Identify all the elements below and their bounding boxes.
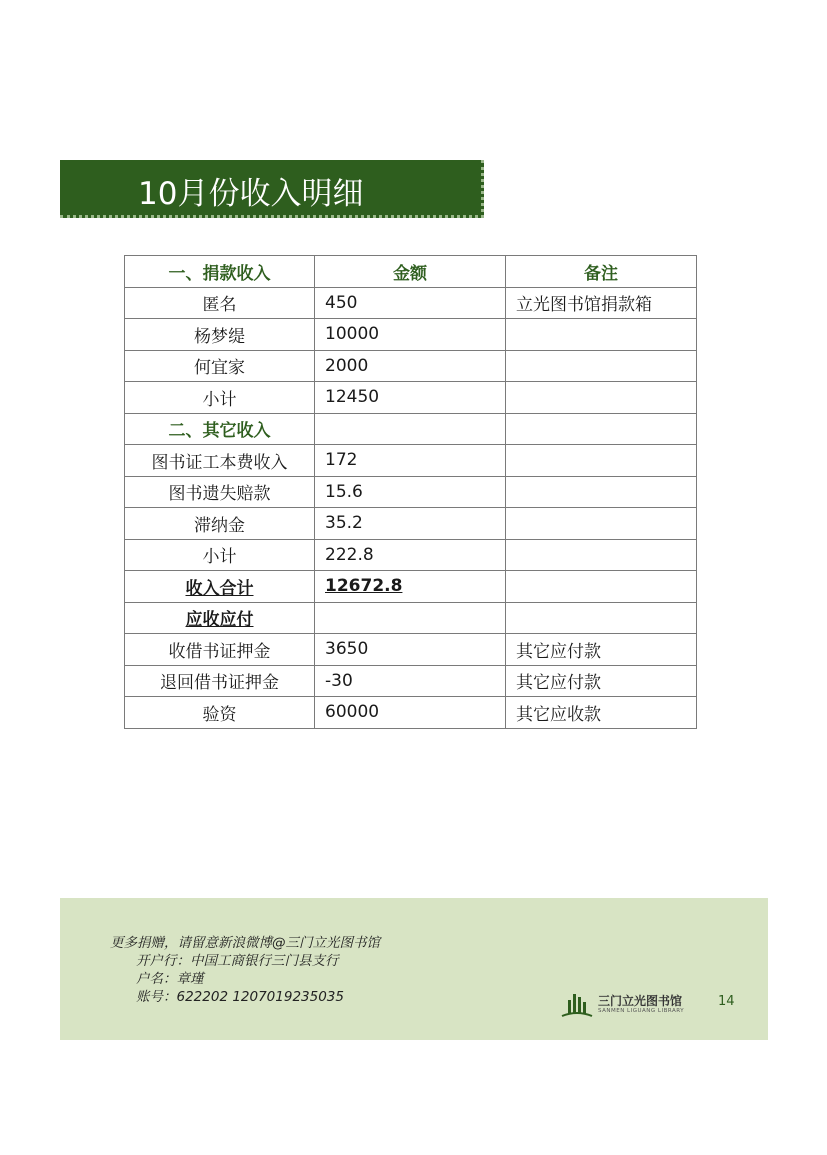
row-amount: -30 <box>315 665 506 697</box>
row-item-name: 图书遗失赔款 <box>125 476 315 508</box>
table-row <box>125 539 697 571</box>
header-donation-income: 一、捐款收入 <box>125 256 315 288</box>
table-row <box>125 665 697 697</box>
row-amount: 12672.8 <box>315 571 506 603</box>
footer-account-number: 账号：622202 1207019235035 <box>136 989 344 1005</box>
row-amount: 222.8 <box>315 539 506 571</box>
row-item-name: 匿名 <box>125 287 315 319</box>
row-note <box>506 602 697 634</box>
row-amount: 10000 <box>315 319 506 351</box>
row-note <box>506 539 697 571</box>
row-amount: 2000 <box>315 350 506 382</box>
row-note <box>506 350 697 382</box>
row-item-name: 二、其它收入 <box>125 413 315 445</box>
row-item-name: 应收应付 <box>125 602 315 634</box>
library-books-icon <box>560 990 594 1020</box>
row-item-name: 验资 <box>125 697 315 729</box>
row-note: 其它应收款 <box>506 697 697 729</box>
row-note: 其它应付款 <box>506 634 697 666</box>
page-number: 14 <box>718 994 735 1009</box>
row-item-name: 何宜家 <box>125 350 315 382</box>
row-amount: 35.2 <box>315 508 506 540</box>
row-note <box>506 413 697 445</box>
row-note <box>506 571 697 603</box>
header-amount: 金额 <box>315 256 506 288</box>
row-note <box>506 508 697 540</box>
row-item-name: 图书证工本费收入 <box>125 445 315 477</box>
footer-bank: 开户行：中国工商银行三门县支行 <box>136 953 339 969</box>
table-row <box>125 445 697 477</box>
footer-panel <box>60 898 768 1040</box>
table-row <box>125 476 697 508</box>
logo-subtitle: SANMEN LIGUANG LIBRARY <box>598 1008 685 1014</box>
table-row <box>125 634 697 666</box>
row-amount: 15.6 <box>315 476 506 508</box>
header-note: 备注 <box>506 256 697 288</box>
table-row <box>125 319 697 351</box>
row-note: 其它应付款 <box>506 665 697 697</box>
row-amount: 172 <box>315 445 506 477</box>
income-table <box>124 255 697 729</box>
row-item-name: 退回借书证押金 <box>125 665 315 697</box>
row-item-name: 小计 <box>125 539 315 571</box>
row-note <box>506 319 697 351</box>
row-note <box>506 476 697 508</box>
table-row <box>125 350 697 382</box>
footer-account-name: 户名：章瑾 <box>136 971 204 987</box>
table-row <box>125 571 697 603</box>
title-banner <box>60 160 484 218</box>
logo-name: 三门立光图书馆 <box>598 994 683 1008</box>
table-header-row <box>125 256 697 288</box>
table-row <box>125 697 697 729</box>
row-amount: 450 <box>315 287 506 319</box>
row-amount: 12450 <box>315 382 506 414</box>
table-row <box>125 382 697 414</box>
row-amount: 60000 <box>315 697 506 729</box>
table-row <box>125 413 697 445</box>
row-item-name: 小计 <box>125 382 315 414</box>
library-logo <box>560 990 700 1024</box>
table-row <box>125 287 697 319</box>
row-note <box>506 445 697 477</box>
page-title: 10月份收入明细 <box>138 176 364 212</box>
table-row <box>125 508 697 540</box>
footer-weibo-note: 更多捐赠，请留意新浪微博@三门立光图书馆 <box>110 935 380 951</box>
row-note: 立光图书馆捐款箱 <box>506 287 697 319</box>
row-item-name: 滞纳金 <box>125 508 315 540</box>
row-amount: 3650 <box>315 634 506 666</box>
table-row <box>125 602 697 634</box>
row-amount <box>315 602 506 634</box>
row-amount <box>315 413 506 445</box>
row-item-name: 杨梦缇 <box>125 319 315 351</box>
row-item-name: 收借书证押金 <box>125 634 315 666</box>
row-note <box>506 382 697 414</box>
row-item-name: 收入合计 <box>125 571 315 603</box>
